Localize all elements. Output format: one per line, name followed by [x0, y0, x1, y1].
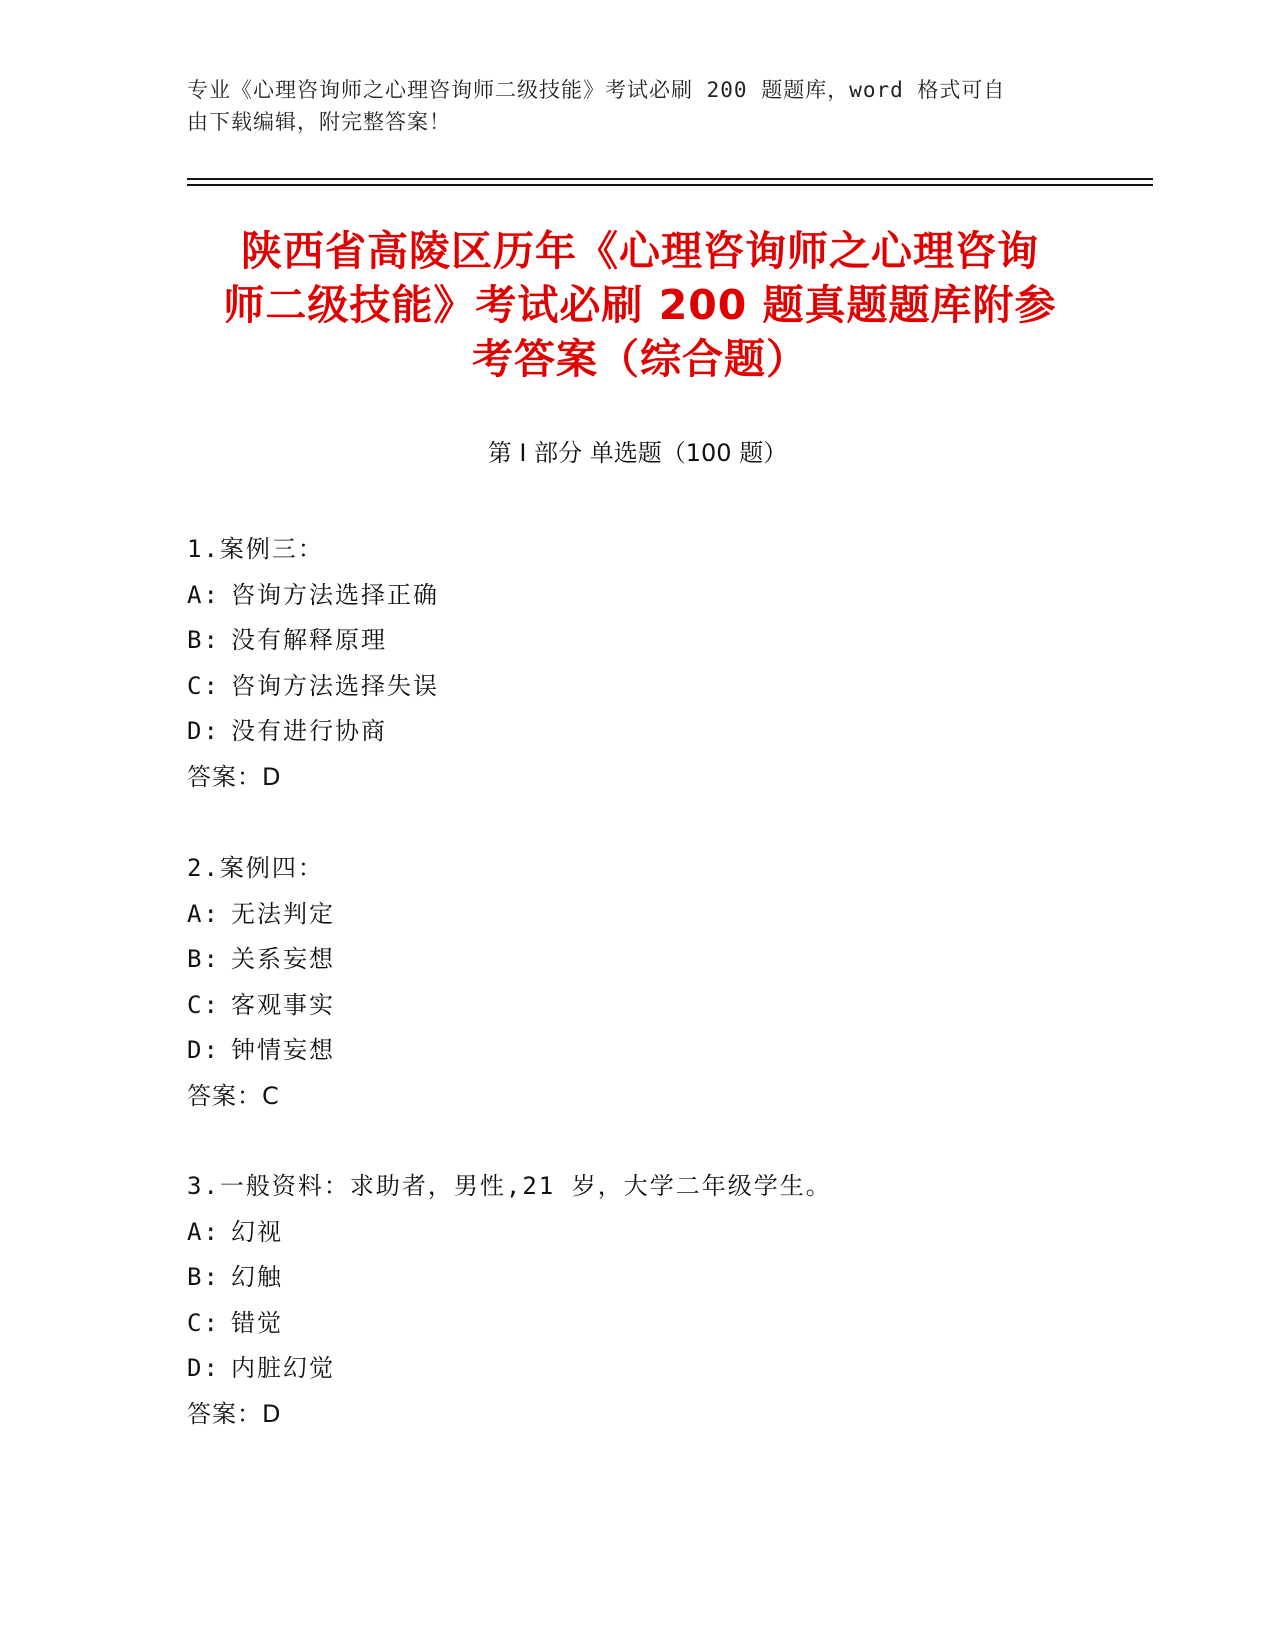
- option-key: A:: [187, 1217, 220, 1246]
- option-a: [187, 573, 1087, 619]
- option-key: C:: [187, 671, 220, 700]
- document-title-line-2: 师二级技能》考试必刷 200 题真题题库附参: [223, 281, 1057, 329]
- option-a: [187, 892, 1087, 938]
- option-text: 内脏幻觉: [231, 1354, 335, 1382]
- option-key: D:: [187, 1036, 220, 1064]
- answer-line: 答案：C: [187, 1081, 280, 1110]
- option-key: D:: [187, 1354, 220, 1382]
- option-text: 咨询方法选择正确: [231, 580, 439, 609]
- option-d: [187, 1346, 1087, 1392]
- section-title: 第 I 部分 单选题（100 题）: [487, 439, 788, 467]
- option-key: C:: [187, 1308, 220, 1337]
- header-note: [187, 74, 1067, 138]
- option-text: 关系妄想: [231, 945, 335, 973]
- option-c: [187, 983, 1087, 1029]
- option-text: 钟情妄想: [231, 1036, 335, 1064]
- option-text: 无法判定: [231, 899, 335, 928]
- header-note-line-2: 由下载编辑，附完整答案！: [187, 110, 451, 134]
- header-divider-bottom: [187, 184, 1153, 186]
- header-note-line-1: 专业《心理咨询师之心理咨询师二级技能》考试必刷 200 题题库，word 格式可自: [187, 78, 1006, 102]
- option-text: 客观事实: [231, 990, 335, 1019]
- question-stem: 2.案例四：: [187, 854, 324, 882]
- question-3: [187, 1164, 1087, 1437]
- option-text: 没有解释原理: [231, 626, 387, 654]
- option-b: [187, 618, 1087, 664]
- option-key: B:: [187, 626, 220, 654]
- option-text: 幻触: [231, 1263, 283, 1291]
- document-title-line-3: 考答案（综合题）: [472, 335, 808, 383]
- question-2: [187, 846, 1087, 1119]
- option-key: A:: [187, 899, 220, 928]
- option-key: D:: [187, 717, 220, 745]
- question-1: [187, 527, 1087, 800]
- answer-line: 答案：D: [187, 762, 282, 791]
- option-key: C:: [187, 990, 220, 1019]
- option-b: [187, 1255, 1087, 1301]
- option-text: 幻视: [231, 1217, 283, 1246]
- document-title-line-1: 陕西省高陵区历年《心理咨询师之心理咨询: [241, 227, 1039, 275]
- option-c: [187, 1301, 1087, 1347]
- document-title: [190, 224, 1090, 386]
- option-a: [187, 1210, 1087, 1256]
- option-text: 错觉: [231, 1308, 283, 1337]
- option-d: [187, 1028, 1087, 1074]
- option-text: 咨询方法选择失误: [231, 671, 439, 700]
- header-divider-top: [187, 178, 1153, 180]
- option-key: B:: [187, 945, 220, 973]
- option-key: A:: [187, 580, 220, 609]
- option-text: 没有进行协商: [231, 717, 387, 745]
- question-stem: 3.一般资料：求助者，男性,21 岁，大学二年级学生。: [187, 1172, 832, 1200]
- answer-line: 答案：D: [187, 1399, 282, 1428]
- option-b: [187, 937, 1087, 983]
- question-stem: 1.案例三：: [187, 535, 324, 563]
- option-d: [187, 709, 1087, 755]
- option-c: [187, 664, 1087, 710]
- option-key: B:: [187, 1263, 220, 1291]
